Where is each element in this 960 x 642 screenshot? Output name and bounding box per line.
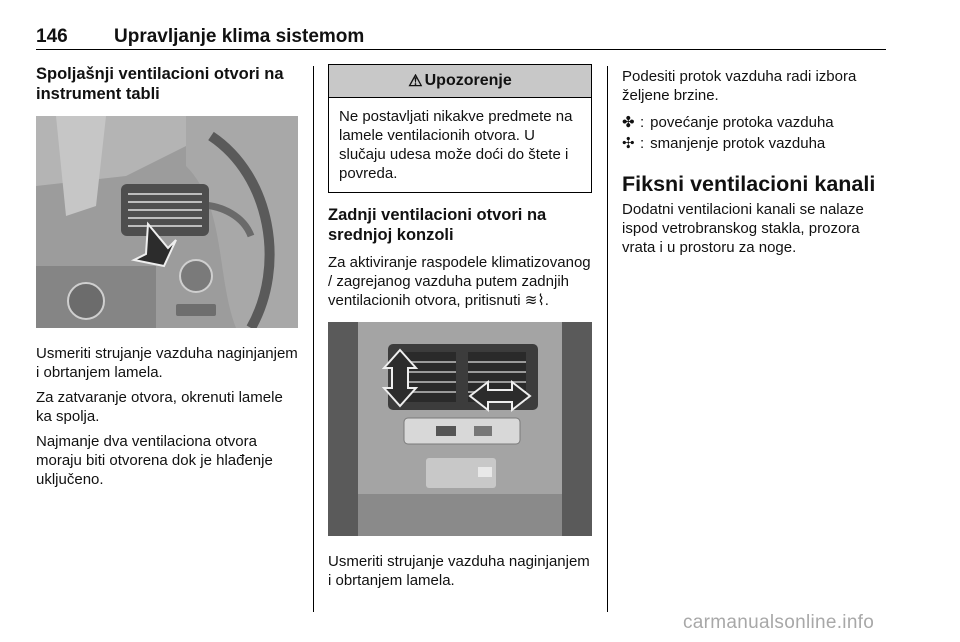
warning-icon: ⚠	[408, 73, 423, 90]
column-divider-2	[607, 66, 608, 612]
paragraph: Za zatvaranje otvora, okrenuti lamele ka spolja.	[36, 389, 283, 425]
list-separator: :	[640, 114, 645, 131]
column-1	[36, 64, 298, 489]
column-3	[622, 64, 890, 257]
page-number: 146	[36, 26, 68, 47]
rear-vent-intro: Za aktiviranje raspodele klimatizovanog / zagrejanog vazduha putem zadnjih ventilacionih otvora, pritisnuti	[328, 254, 591, 309]
paragraph: Dodatni ventilacioni kanali se nalaze ispod vetrobranskog stakla, prozora vrata i u prostoru za noge.	[622, 201, 864, 256]
warning-header	[329, 65, 591, 98]
section-heading-rear-vents: Zadnji ventilacioni otvori na srednjoj konzoli	[328, 206, 547, 244]
list-item	[622, 113, 890, 132]
warning-box	[328, 64, 592, 193]
page-title: Upravljanje klima sistemom	[114, 26, 365, 47]
warning-title: Upozorenje	[424, 72, 512, 89]
header-rule	[36, 49, 886, 50]
section-heading-dashboard-vents: Spoljašnji ventilacioni otvori na instrument tabli	[36, 65, 284, 103]
list-item	[622, 134, 890, 153]
warning-text: Ne postavljati nikakve predmete na lamele ventilacionih otvora. U slučaju udesa može doći do štete i povreda.	[339, 108, 573, 182]
fan-small-icon: ✣	[622, 135, 635, 152]
paragraph: Usmeriti strujanje vazduha naginjanjem i obrtanjem lamela.	[36, 345, 298, 381]
dashboard-vent-figure	[36, 116, 298, 328]
figure-caption: Usmeriti strujanje vazduha naginjanjem i obrtanjem lamela.	[328, 553, 590, 589]
paragraph: Najmanje dva ventilaciona otvora moraju biti otvorena dok je hlađenje uključeno.	[36, 433, 273, 488]
page-header	[36, 26, 886, 48]
rear-air-icon: ≋⌇	[524, 292, 545, 309]
list-item-text: povećanje protoka vazduha	[650, 114, 834, 131]
column-divider-1	[313, 66, 314, 612]
paragraph: Podesiti protok vazduha radi izbora željene brzine.	[622, 68, 857, 104]
section-heading-fixed-ducts: Fiksni ventilacioni kanali	[622, 172, 876, 196]
column-2	[328, 64, 592, 590]
paragraph	[328, 253, 592, 310]
list-item-text: smanjenje protok vazduha	[650, 135, 826, 152]
rear-vent-figure	[328, 322, 592, 536]
fan-large-icon: ✤	[622, 114, 635, 131]
watermark: carmanualsonline.info	[683, 612, 875, 633]
list-separator: :	[640, 135, 645, 152]
intro-end: .	[544, 292, 549, 309]
